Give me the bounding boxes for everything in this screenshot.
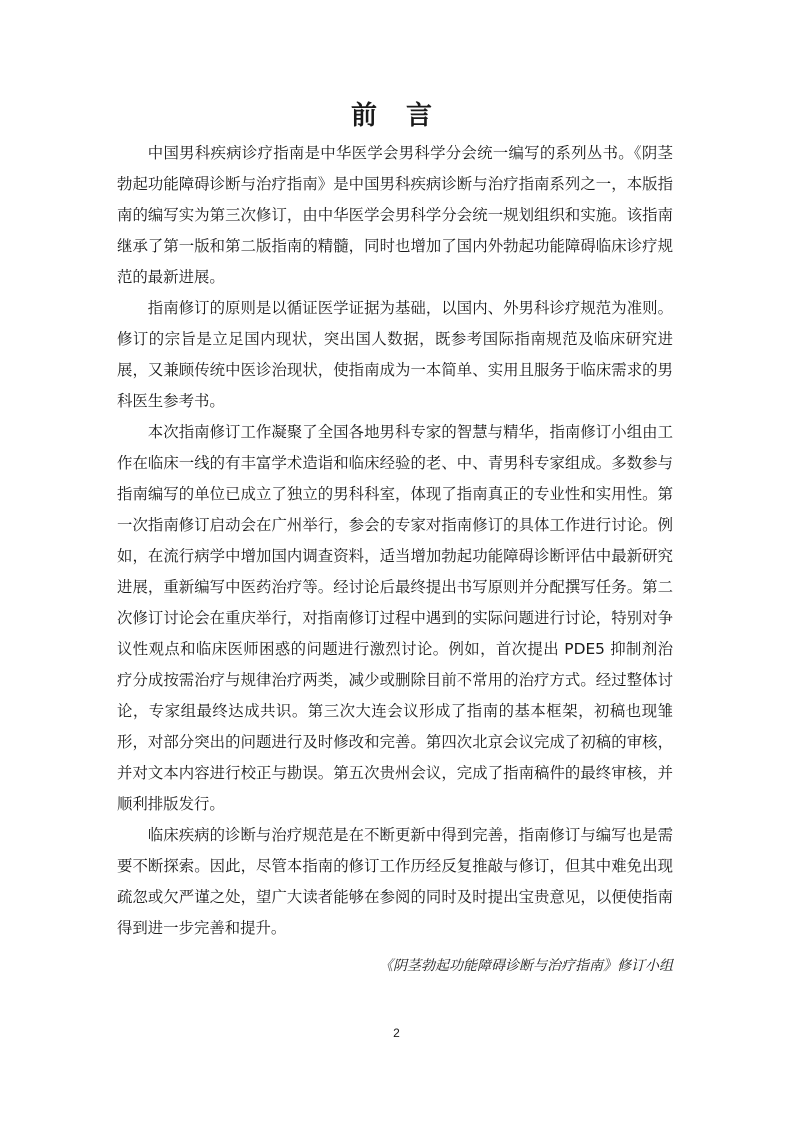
paragraph-2: 指南修订的原则是以循证医学证据为基础，以国内、外男科诊疗规范为准则。修订的宗旨是立足国内现状，突出国人数据，既参考国际指南规范及临床研究进展，又兼顾传统中医诊治现状，使指南成为一本简单、实用且服务于临床需求的男科医生参考书。	[117, 299, 673, 410]
preface-body	[117, 138, 673, 944]
page-title: 前 言	[350, 101, 443, 131]
paragraph-4: 临床疾病的诊断与治疗规范是在不断更新中得到完善，指南修订与编写也是需要不断探索。因此，尽管本指南的修订工作历经反复推敲与修订，但其中难免出现疏忽或欠严谨之处，望广大读者能够在参阅的同时及时提出宝贵意见，以便使指南得到进一步完善和提升。	[117, 826, 673, 937]
paragraph-3: 本次指南修订工作凝聚了全国各地男科专家的智慧与精华，指南修订小组由工作在临床一线的有丰富学术造诣和临床经验的老、中、青男科专家组成。多数参与指南编写的单位已成立了独立的男科科室，体现了指南真正的专业性和实用性。第一次指南修订启动会在广州举行，参会的专家对指南修订的具体工作进行讨论。例如，在流行病学中增加国内调查资料，适当增加勃起功能障碍诊断评估中最新研究进展，重新编写中医药治疗等。经讨论后最终提出书写原则并分配撰写任务。第二次修订讨论会在重庆举行，对指南修订过程中遇到的实际问题进行讨论，特别对争议性观点和临床医师困惑的问题进行激烈讨论。例如，首次提出 PDE5 抑制剂治疗分成按需治疗与规律治疗两类，减少或删除目前不常用的治疗方式。经过整体讨论，专家组最终达成共识。第三次大连会议形成了指南的基本框架，初稿也现雏形，对部分突出的问题进行及时修改和完善。第四次北京会议完成了初稿的审核，并对文本内容进行校正与勘误。第五次贵州会议，完成了指南稿件的最终审核，并顺利排版发行。	[117, 423, 673, 813]
signature: 《阴茎勃起功能障碍诊断与治疗指南》修订小组	[379, 958, 673, 974]
page-number: 2	[393, 1026, 400, 1040]
paragraph-1: 中国男科疾病诊疗指南是中华医学会男科学分会统一编写的系列丛书。《阴茎勃起功能障碍诊断与治疗指南》是中国男科疾病诊断与治疗指南系列之一，本版指南的编写实为第三次修订，由中华医学会男科学分会统一规划组织和实施。该指南继承了第一版和第二版指南的精髓，同时也增加了国内外勃起功能障碍临床诊疗规范的最新进展。	[117, 144, 673, 286]
